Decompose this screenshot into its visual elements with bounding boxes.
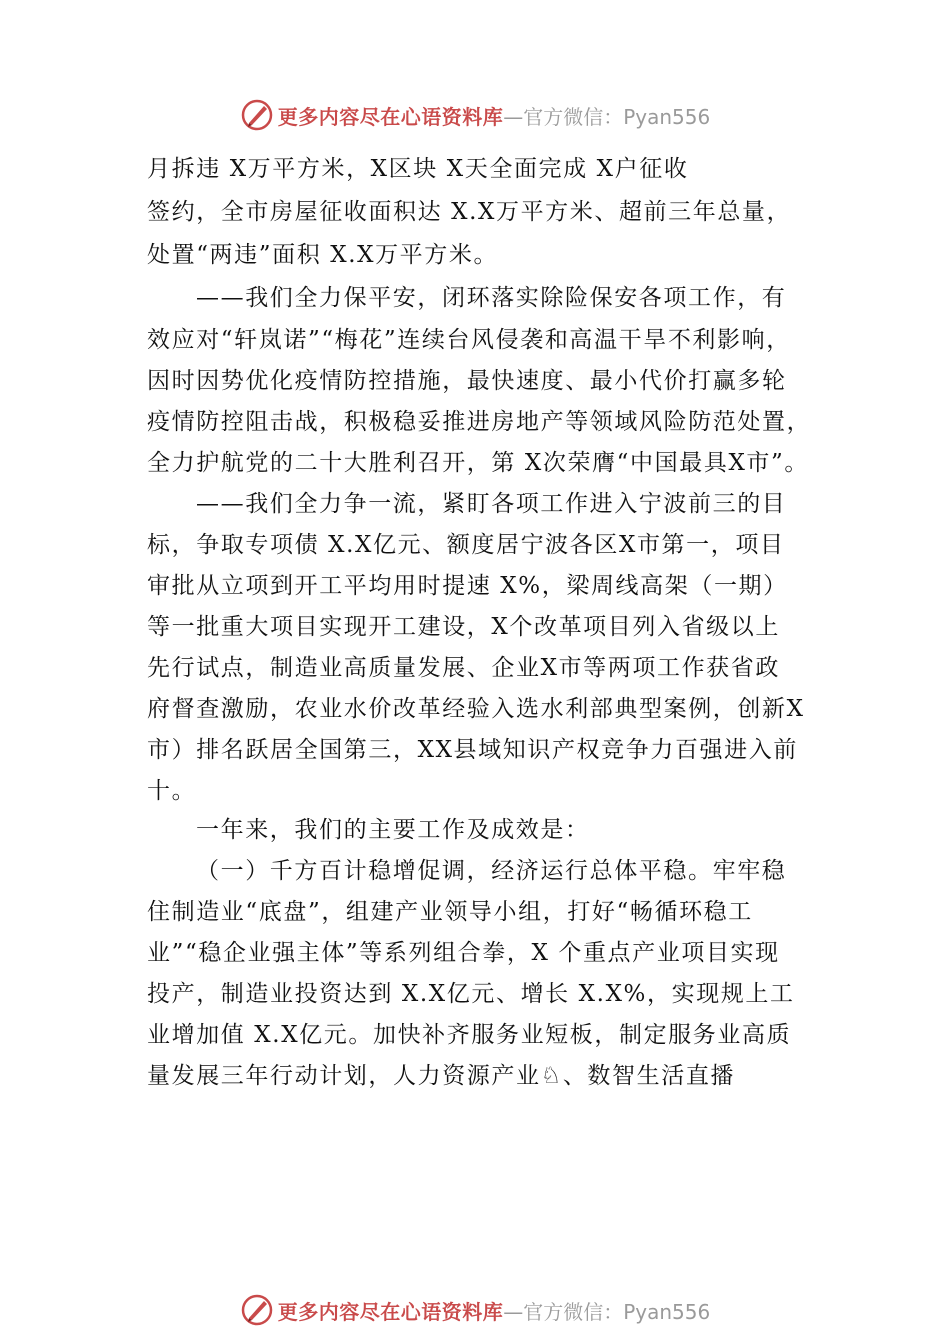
- text-line: 先行试点，制造业高质量发展、企业X市等两项工作获省政: [147, 655, 780, 681]
- text-line: 投产，制造业投资达到 X.X亿元、增长 X.X%，实现规上工: [147, 981, 795, 1007]
- text-line: 市）排名跃居全国第三，XX县域知识产权竞争力百强进入前: [147, 737, 798, 763]
- text-line: ——我们全力保平安，闭环落实除险保安各项工作，有: [196, 285, 787, 311]
- text-line: 量发展三年行动计划，人力资源产业♘、数智生活直播: [147, 1063, 736, 1089]
- watermark-red-text: 更多内容尽在心语资料库: [277, 104, 504, 129]
- watermark-gray-text: —官方微信：Pyan556: [503, 104, 711, 129]
- watermark-header: [0, 95, 950, 135]
- text-line: 十。: [147, 778, 197, 804]
- text-line: 处置“两违”面积 X.X万平方米。: [147, 242, 499, 268]
- text-line: （一）千方百计稳增促调，经济运行总体平稳。牢牢稳: [196, 858, 787, 884]
- watermark-red-text: 更多内容尽在心语资料库: [277, 1299, 504, 1324]
- text-line: 一年来，我们的主要工作及成效是：: [196, 817, 590, 843]
- watermark-gray-text: —官方微信：Pyan556: [503, 1299, 711, 1324]
- pen-logo-icon: [240, 98, 274, 132]
- pen-logo-icon: [240, 1293, 274, 1327]
- text-line: 标，争取专项债 X.X亿元、额度居宁波各区X市第一，项目: [147, 532, 785, 558]
- text-line: 因时因势优化疫情防控措施，最快速度、最小代价打赢多轮: [147, 368, 787, 394]
- text-line: 审批从立项到开工平均用时提速 X%，梁周线高架（一期）: [147, 573, 788, 599]
- text-line: 月拆违 X万平方米，X区块 X天全面完成 X户征收: [147, 156, 689, 182]
- text-line: 住制造业“底盘”，组建产业领导小组，打好“畅循环稳工: [147, 899, 753, 925]
- text-line: 全力护航党的二十大胜利召开，第 X次荣膺“中国最具X市”。: [147, 450, 809, 476]
- text-line: 效应对“轩岚诺”“梅花”连续台风侵袭和高温干旱不利影响，: [147, 327, 791, 353]
- text-line: 等一批重大项目实现开工建设，X个改革项目列入省级以上: [147, 614, 780, 640]
- text-line: 业增加值 X.X亿元。加快补齐服务业短板，制定服务业高质: [147, 1022, 792, 1048]
- watermark-footer: [0, 1290, 950, 1330]
- text-line: 府督查激励，农业水价改革经验入选水利部典型案例，创新X: [147, 696, 805, 722]
- text-line: ——我们全力争一流，紧盯各项工作进入宁波前三的目: [196, 491, 787, 517]
- text-line: 签约，全市房屋征收面积达 X.X万平方米、超前三年总量，: [147, 199, 792, 225]
- text-line: 疫情防控阻击战，积极稳妥推进房地产等领域风险防范处置，: [147, 409, 812, 435]
- text-line: 业”“稳企业强主体”等系列组合拳，X 个重点产业项目实现: [147, 940, 780, 966]
